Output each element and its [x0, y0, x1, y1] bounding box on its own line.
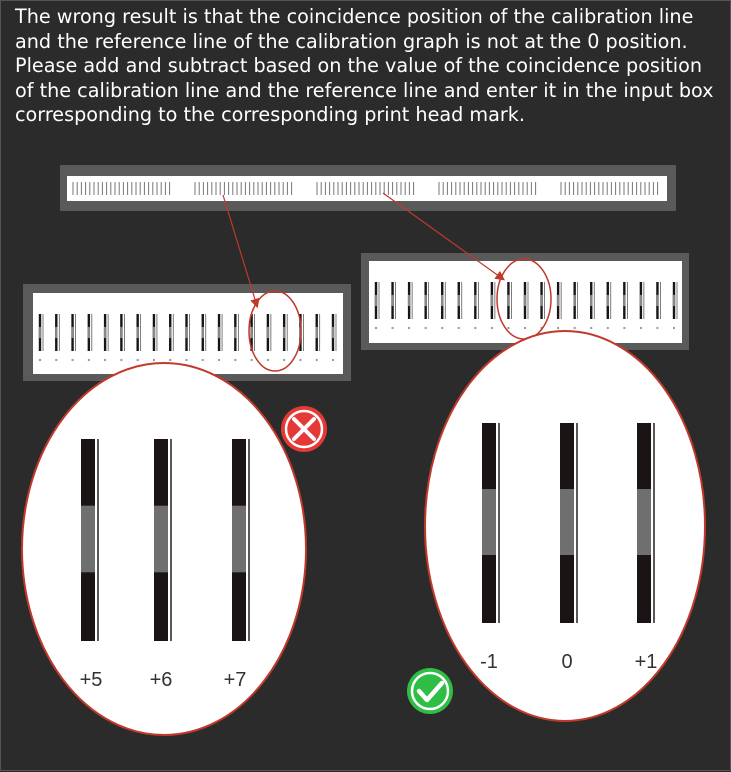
correct-magnified-view — [425, 331, 705, 721]
red-x-icon — [281, 406, 327, 452]
wrong-label-1: +5 — [79, 669, 103, 691]
green-check-icon — [407, 668, 453, 714]
correct-label-3: +1 — [634, 651, 658, 673]
correct-zoom-strip — [361, 253, 689, 350]
calibration-illustration — [1, 1, 731, 772]
overview-calibration-strip — [60, 165, 676, 211]
wrong-label-3: +7 — [223, 669, 247, 691]
instruction-text: The wrong result is that the coincidence position of the calibration line and the reference line of the calibration graph is not at the 0 position. Please add and subtract based on the value of the coincidence position of the calibration line and the reference line and enter it in the input box corresponding to the corresponding print head mark. — [15, 5, 714, 126]
correct-label-1: -1 — [480, 651, 498, 673]
wrong-label-2: +6 — [149, 669, 173, 691]
correct-label-2: 0 — [561, 651, 573, 673]
wrong-magnified-view — [22, 363, 306, 735]
